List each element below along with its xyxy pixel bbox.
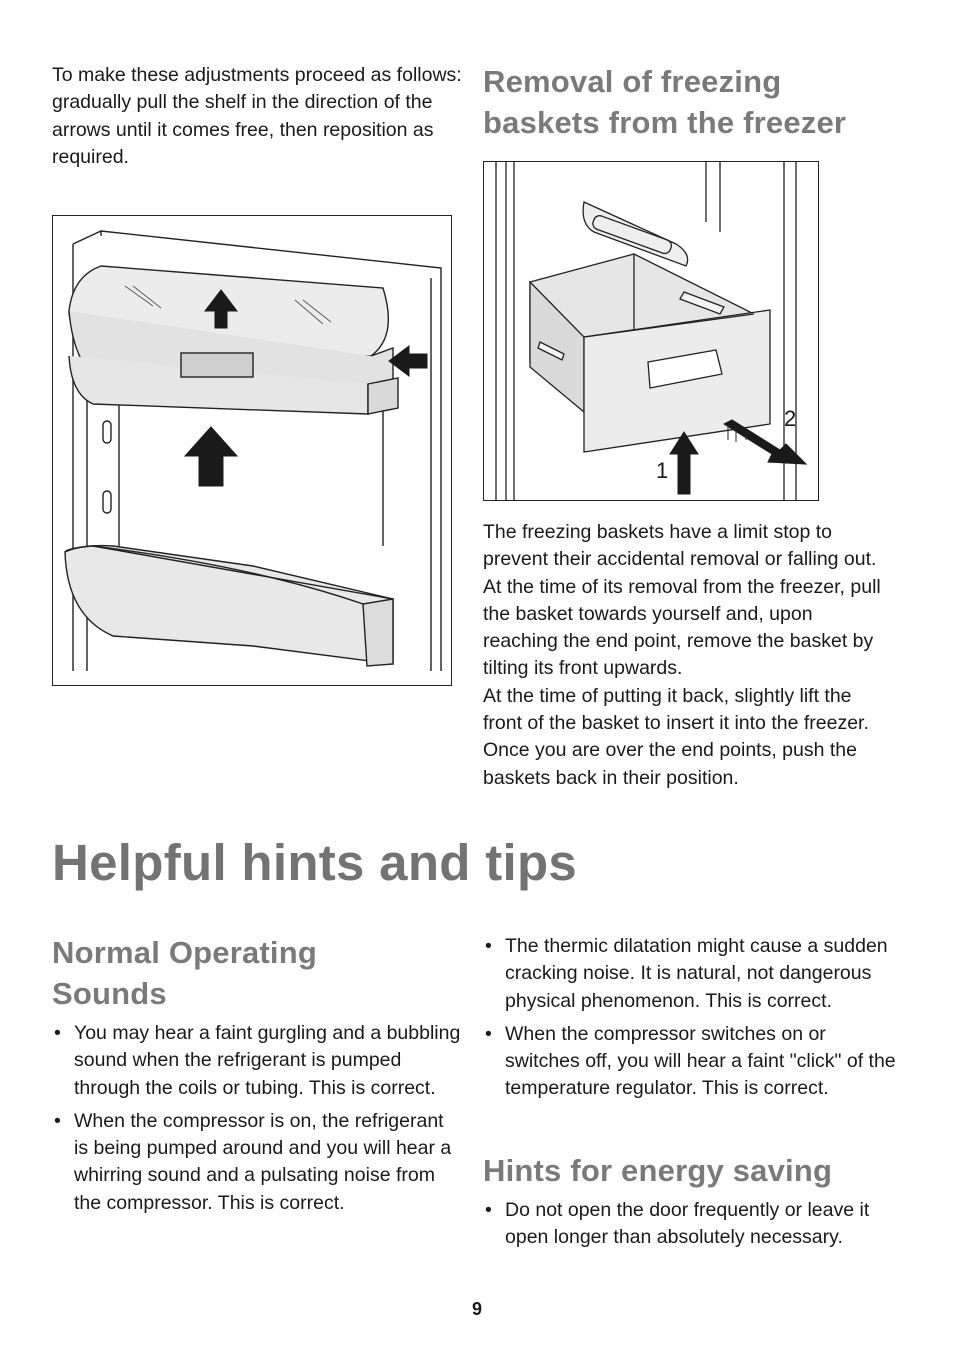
removal-paragraph-1: The freezing baskets have a limit stop to prevent their accidental removal or falling out. At the time of its removal from the freezer, pull the basket towards yourself and, upon reaching the end point, remove the basket by tilting its front upwards. [483, 521, 881, 680]
removal-paragraph-2: At the time of putting it back, slightly lift the front of the basket to insert it into the freezer. Once you are over the end points, push the baskets back in their position. [483, 684, 869, 789]
normal-sounds-list-right [483, 933, 903, 1109]
energy-heading: Hints for energy saving [483, 1153, 833, 1188]
list-item-text: The thermic dilatation might cause a sudden cracking noise. It is natural, not dangerous physical phenomenon. This is correct. [505, 935, 888, 1012]
list-item-text: When the compressor is on, the refrigerant is being pumped around and you will hear a whirring sound and a pulsating noise from the compressor. This is correct. [74, 1109, 452, 1214]
list-item-text: When the compressor switches on or switches off, you will hear a faint "click" of the temperature regulator. This is correct. [505, 1022, 896, 1100]
bullet: • [54, 1022, 61, 1044]
list-item [483, 1197, 903, 1252]
normal-sounds-heading: Normal Operating Sounds [52, 935, 318, 1011]
list-item-text: Do not open the door frequently or leave it open longer than absolutely necessary. [505, 1199, 870, 1249]
figure-label-1: 1 [656, 458, 669, 483]
list-item [483, 1021, 903, 1103]
list-item [52, 1108, 462, 1217]
bullet: • [485, 1022, 492, 1045]
bullet: • [485, 1199, 492, 1221]
bullet: • [485, 935, 492, 957]
normal-sounds-list-left [52, 1020, 462, 1223]
list-item [483, 933, 903, 1015]
bullet: • [54, 1109, 61, 1132]
energy-list [483, 1197, 903, 1258]
page-title: Helpful hints and tips [52, 834, 578, 891]
page-number: 9 [471, 1299, 482, 1319]
door-shelf-illustration [52, 215, 452, 686]
figure-label-2: 2 [784, 406, 797, 431]
list-item-text: You may hear a faint gurgling and a bubbling sound when the refrigerant is pumped through the coils or tubing. This is correct. [74, 1022, 461, 1099]
intro-text [52, 62, 462, 171]
removal-heading: Removal of freezing baskets from the freezer [483, 64, 847, 140]
removal-text [483, 519, 888, 792]
list-item [52, 1020, 462, 1102]
freezer-basket-illustration [483, 161, 819, 501]
intro-line-2: gradually pull the shelf in the direction of the arrows until it comes free, then reposition as required. [52, 91, 434, 168]
intro-line-1: To make these adjustments proceed as follows: [52, 64, 462, 86]
